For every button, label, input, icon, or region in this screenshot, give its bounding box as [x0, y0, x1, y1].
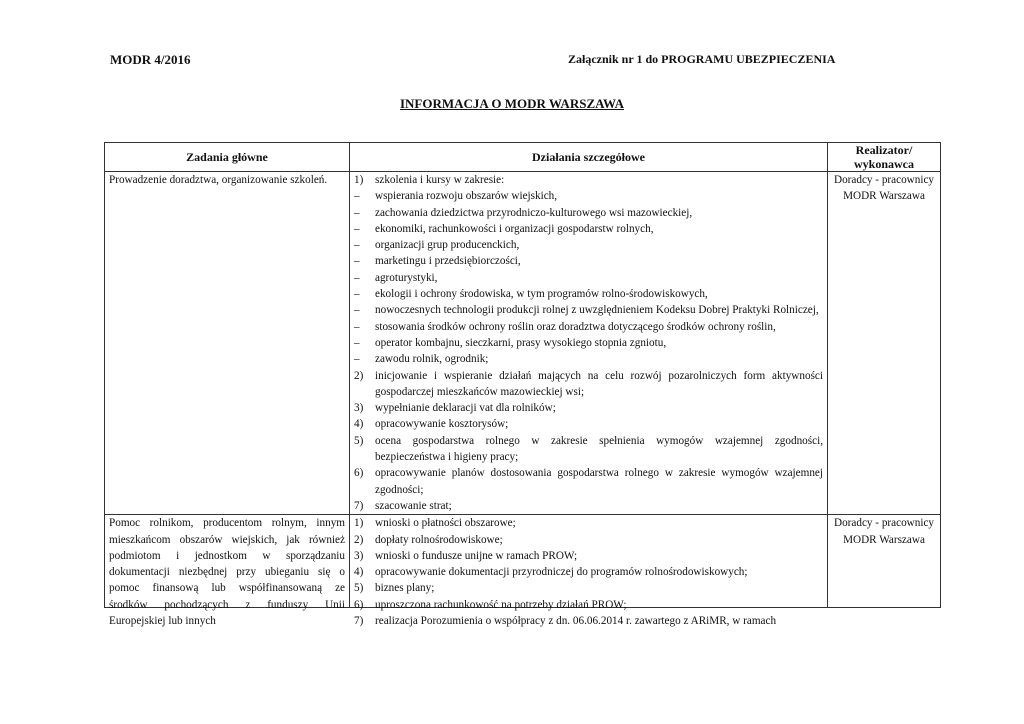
list-item: [354, 205, 823, 221]
column-header-actions: Działania szczegółowe: [350, 143, 828, 172]
task-cell: [105, 172, 350, 515]
list-marker: 2): [354, 533, 364, 546]
list-item-text: agroturystyki,: [375, 271, 438, 284]
list-item-text: wspierania rozwoju obszarów wiejskich,: [375, 190, 558, 203]
table-row: [105, 515, 941, 608]
list-item: [354, 253, 823, 269]
actions-list: [354, 515, 823, 629]
list-marker: 3): [354, 402, 364, 415]
document-code: MODR 4/2016: [110, 52, 191, 67]
actions-list: [354, 172, 823, 514]
list-marker: –: [354, 353, 360, 366]
list-item: [354, 237, 823, 253]
list-item-text: organizacji grup producenckich,: [375, 239, 520, 252]
list-marker: –: [354, 239, 360, 252]
list-item: [354, 515, 823, 531]
list-item-text: inicjowanie i wspieranie działań mających na celu rozwój pozarolniczych form aktywności gospodarczej mieszkańców mazowieckiej wsi;: [375, 369, 823, 398]
list-marker: –: [354, 304, 360, 317]
column-header-tasks: Zadania główne: [105, 143, 350, 172]
realizer-cell: [828, 515, 941, 608]
list-item: [354, 302, 823, 318]
list-marker: –: [354, 190, 360, 203]
table-header-row: [105, 143, 941, 172]
list-item-text: operator kombajnu, sieczkarni, prasy wysokiego stopnia zgniotu,: [375, 336, 667, 349]
list-item-text: realizacja Porozumienia o współpracy z dn. 06.06.2014 r. zawartego z ARiMR, w ramach: [375, 615, 777, 628]
info-table: [104, 142, 941, 628]
list-item-text: szkolenia i kursy w zakresie:: [375, 174, 505, 186]
list-item: [354, 564, 823, 580]
list-item-text: wnioski o fundusze unijne w ramach PROW;: [375, 549, 578, 562]
task-text: Pomoc rolnikom, producentom rolnym, innym mieszkańcom obszarów wiejskich, jak również podmiotom i jednostkom w sporządzaniu dokumentacji niezbędnej przy ubieganiu się o pomoc finansową lub współfinansowaną ze środków pochodzących z funduszy Unii Europejskiej lub innych: [109, 517, 345, 628]
list-marker: –: [354, 271, 360, 284]
list-item: [354, 597, 823, 613]
list-item: [354, 368, 823, 401]
list-item-text: biznes plany;: [375, 582, 435, 595]
list-marker: –: [354, 222, 360, 235]
list-marker: 1): [354, 517, 364, 530]
list-item-text: opracowywanie planów dostosowania gospodarstwa rolnego w zakresie wymogów wzajemnej zgodności;: [375, 467, 823, 496]
list-item: [354, 548, 823, 564]
list-item: [354, 270, 823, 286]
list-item: [354, 351, 823, 367]
list-item: [354, 580, 823, 596]
list-item-text: opracowywanie dokumentacji przyrodniczej do programów rolnośrodowiskowych;: [375, 566, 748, 579]
attachment-note: Załącznik nr 1 do PROGRAMU UBEZPIECZENIA: [568, 52, 836, 66]
list-marker: 2): [354, 369, 364, 382]
list-item: [354, 532, 823, 548]
actions-cell: [350, 515, 828, 628]
list-marker: 7): [354, 499, 364, 512]
page-title: INFORMACJA O MODR WARSZAWA: [399, 96, 625, 111]
list-item: [354, 221, 823, 237]
list-item-text: ekologii i ochrony środowiska, w tym programów rolno-środowiskowych,: [375, 288, 708, 301]
list-item: [354, 172, 823, 188]
list-marker: –: [354, 288, 360, 301]
list-item: [354, 613, 823, 629]
list-marker: 1): [354, 174, 364, 186]
list-item-text: opracowywanie kosztorysów;: [375, 418, 509, 431]
realizer-text: Doradcy - pracownicy MODR Warszawa: [833, 517, 935, 546]
list-marker: –: [354, 320, 360, 333]
list-item-text: marketingu i przedsiębiorczości,: [375, 255, 521, 268]
list-item-text: uproszczona rachunkowość na potrzeby działań PROW;: [375, 598, 627, 611]
column-header-realizer: Realizator/ wykonawca: [828, 143, 941, 172]
list-marker: 3): [354, 549, 364, 562]
list-item-text: ocena gospodarstwa rolnego w zakresie spełnienia wymogów wzajemnej zgodności, bezpieczeństwa i higieny pracy;: [375, 434, 823, 464]
task-cell: [105, 515, 350, 628]
list-marker: 5): [354, 582, 364, 595]
list-marker: –: [354, 336, 360, 349]
list-item: [354, 433, 823, 466]
list-marker: 5): [354, 434, 364, 447]
list-item: [354, 319, 823, 335]
list-item-text: ekonomiki, rachunkowości i organizacji gospodarstw rolnych,: [375, 222, 654, 235]
list-item-text: zawodu rolnik, ogrodnik;: [375, 353, 489, 366]
actions-cell: [350, 172, 828, 515]
task-text: Prowadzenie doradztwa, organizowanie szkoleń.: [109, 174, 328, 186]
list-item-text: dopłaty rolnośrodowiskowe;: [375, 533, 503, 546]
list-marker: 4): [354, 566, 364, 579]
list-item-text: szacowanie strat;: [375, 499, 452, 512]
list-marker: 4): [354, 418, 364, 431]
list-marker: 6): [354, 467, 364, 480]
list-marker: 6): [354, 598, 364, 611]
realizer-cell: [828, 172, 941, 515]
list-item-text: wnioski o płatności obszarowe;: [375, 517, 516, 530]
list-marker: –: [354, 206, 360, 219]
list-item: [354, 335, 823, 351]
list-item: [354, 400, 823, 416]
list-item-text: wypełnianie deklaracji vat dla rolników;: [375, 402, 556, 415]
table-row: [105, 172, 941, 515]
list-item-text: zachowania dziedzictwa przyrodniczo-kulturowego wsi mazowieckiej,: [375, 206, 693, 219]
list-marker: 7): [354, 615, 364, 628]
list-item: [354, 498, 823, 514]
realizer-text: Doradcy - pracownicy MODR Warszawa: [833, 174, 935, 203]
list-marker: –: [354, 255, 360, 268]
list-item-text: nowoczesnych technologii produkcji rolnej z uwzględnieniem Kodeksu Dobrej Praktyki Rolniczej,: [375, 304, 819, 317]
list-item: [354, 416, 823, 432]
list-item-text: stosowania środków ochrony roślin oraz doradztwa dotyczącego środków ochrony roślin,: [375, 320, 776, 333]
list-item: [354, 286, 823, 302]
list-item: [354, 188, 823, 204]
list-item: [354, 465, 823, 498]
